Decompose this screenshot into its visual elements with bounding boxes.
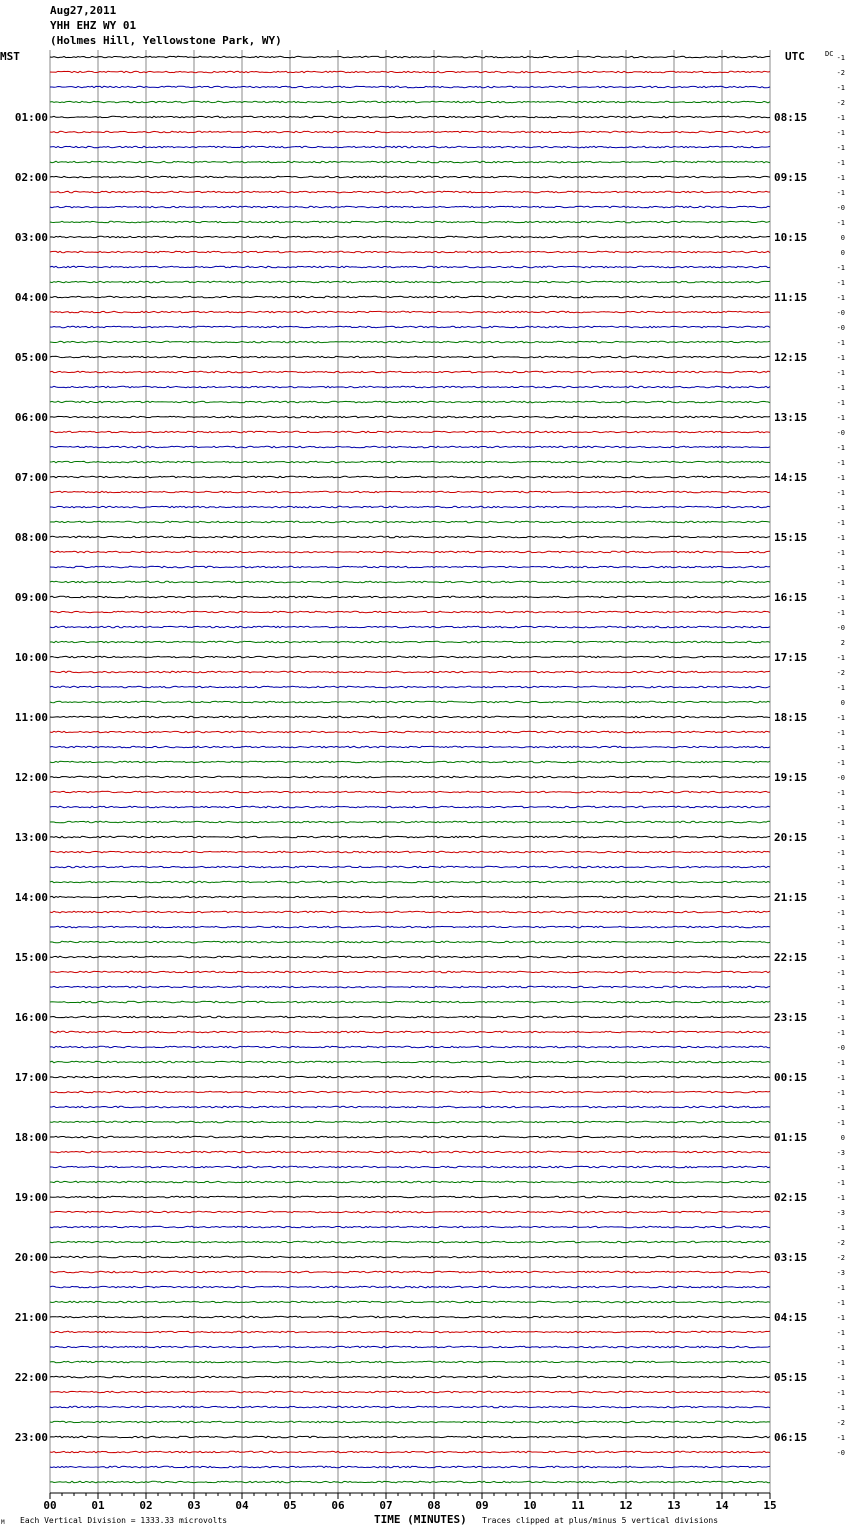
time-tick-label: 04 [235,1499,249,1512]
dc-offset-label: -0 [836,1449,845,1457]
seismic-trace [50,341,770,343]
time-tick-label: 15 [763,1499,777,1512]
dc-offset-label: -1 [836,1224,845,1232]
dc-offset-label: -1 [836,1089,845,1097]
seismic-trace [50,1391,770,1393]
dc-offset-label: -1 [836,894,845,902]
dc-offset-label: -1 [836,744,845,752]
dc-offset-label: -1 [836,1404,845,1412]
utc-hour-label: 18:15 [774,711,808,724]
utc-hour-label: 02:15 [774,1191,808,1204]
dc-offset-label: -2 [836,669,845,677]
seismic-trace [50,296,770,298]
seismic-trace [50,311,770,313]
seismic-trace [50,896,770,898]
utc-hour-label: 11:15 [774,291,808,304]
seismic-trace [50,326,770,328]
seismic-trace [50,236,770,238]
dc-offset-label: -1 [836,114,845,122]
dc-offset-label: -1 [836,1434,845,1442]
seismic-trace [50,1226,770,1228]
dc-offset-label: -1 [836,399,845,407]
dc-offset-label: -1 [836,384,845,392]
dc-offset-label: -2 [836,99,845,107]
seismic-trace [50,1331,770,1333]
dc-offset-label: -1 [836,339,845,347]
mst-hour-label: 17:00 [14,1071,48,1084]
seismic-trace [50,1421,770,1423]
dc-offset-label: -3 [836,1209,845,1217]
dc-offset-label: -0 [836,624,845,632]
dc-offset-label: -1 [836,714,845,722]
seismic-trace [50,866,770,868]
seismic-trace [50,56,770,58]
seismic-trace [50,1136,770,1138]
seismic-trace [50,1406,770,1408]
seismic-trace [50,911,770,913]
seismic-trace [50,251,770,253]
seismic-trace [50,566,770,568]
seismic-trace [50,1121,770,1123]
seismic-trace [50,881,770,883]
seismic-trace [50,746,770,748]
seismic-trace [50,206,770,208]
dc-offset-label: -1 [836,1389,845,1397]
seismic-trace [50,416,770,418]
seismic-trace [50,506,770,508]
dc-offset-label: -1 [836,879,845,887]
dc-offset-label: -1 [836,984,845,992]
time-tick-label: 10 [523,1499,537,1512]
dc-offset-label: -1 [836,279,845,287]
dc-offset-label: -2 [836,1254,845,1262]
mst-hour-label: 23:00 [14,1431,48,1444]
seismic-trace [50,1436,770,1438]
dc-offset-label: -1 [836,849,845,857]
mst-hour-label: 20:00 [14,1251,48,1264]
mst-hour-label: 11:00 [14,711,48,724]
seismic-trace [50,1256,770,1258]
seismic-trace [50,1316,770,1318]
dc-offset-label: -1 [836,444,845,452]
dc-offset-label: -1 [836,759,845,767]
trace-lines [50,56,770,1483]
seismic-trace [50,1046,770,1048]
utc-hour-label: 17:15 [774,651,808,664]
time-tick-label: 01 [91,1499,105,1512]
mst-hour-label: 09:00 [14,591,48,604]
dc-offset-label: 0 [840,249,845,257]
utc-hour-label: 08:15 [774,111,808,124]
time-tick-label: 05 [283,1499,297,1512]
dc-offset-labels [837,54,845,1457]
seismic-trace [50,1211,770,1213]
dc-offset-label: -1 [836,174,845,182]
dc-offset-label: -1 [836,1164,845,1172]
dc-offset-label: -0 [836,774,845,782]
mst-hour-label: 13:00 [14,831,48,844]
dc-offset-label: -1 [836,1059,845,1067]
time-tick-label: 07 [379,1499,393,1512]
time-tick-label: 13 [667,1499,681,1512]
seismic-trace [50,1031,770,1033]
seismic-trace [50,1106,770,1108]
mst-hour-label: 03:00 [14,231,48,244]
seismic-trace [50,146,770,148]
mst-hour-label: 15:00 [14,951,48,964]
dc-offset-label: -3 [836,1269,845,1277]
dc-offset-label: -1 [836,819,845,827]
seismic-trace [50,1091,770,1093]
mst-hour-label: 07:00 [14,471,48,484]
seismic-trace [50,1016,770,1018]
utc-hour-label: 01:15 [774,1131,808,1144]
mst-hour-label: 01:00 [14,111,48,124]
seismic-trace [50,941,770,943]
left-timezone-label: MST [0,50,20,63]
mst-hour-labels [15,111,48,1444]
plot-date: Aug27,2011 [50,4,117,17]
utc-hour-label: 14:15 [774,471,808,484]
seismic-trace [50,1346,770,1348]
utc-hour-label: 22:15 [774,951,808,964]
dc-offset-label: -1 [836,264,845,272]
seismic-trace [50,1196,770,1198]
dc-label: DC [825,50,834,58]
dc-offset-label: -1 [836,159,845,167]
seismic-trace [50,116,770,118]
dc-offset-label: -1 [836,609,845,617]
seismic-trace [50,731,770,733]
utc-hour-label: 06:15 [774,1431,808,1444]
seismic-trace [50,101,770,103]
dc-offset-label: -1 [836,549,845,557]
dc-offset-label: -1 [836,1329,845,1337]
seismic-trace [50,176,770,178]
seismic-trace [50,221,770,223]
seismic-trace [50,851,770,853]
dc-offset-label: -1 [836,1014,845,1022]
seismic-trace [50,446,770,448]
mst-hour-label: 04:00 [14,291,48,304]
seismic-trace [50,551,770,553]
dc-offset-label: -1 [836,84,845,92]
dc-offset-label: -2 [836,1419,845,1427]
seismic-trace [50,641,770,643]
dc-offset-label: -0 [836,309,845,317]
utc-hour-label: 05:15 [774,1371,808,1384]
seismic-trace [50,521,770,523]
seismic-trace [50,581,770,583]
dc-offset-label: 0 [840,1134,845,1142]
dc-offset-label: -1 [836,1104,845,1112]
mst-hour-label: 14:00 [14,891,48,904]
mst-hour-label: 02:00 [14,171,48,184]
dc-offset-label: -1 [836,144,845,152]
dc-offset-label: -1 [836,519,845,527]
utc-hour-label: 15:15 [774,531,808,544]
clip-note: Traces clipped at plus/minus 5 vertical divisions [482,1516,719,1525]
seismic-trace [50,626,770,628]
utc-hour-label: 12:15 [774,351,808,364]
utc-hour-label: 19:15 [774,771,808,784]
dc-offset-label: -1 [836,789,845,797]
seismic-trace [50,761,770,763]
dc-offset-label: -1 [836,189,845,197]
right-timezone-label: UTC [785,50,805,63]
seismic-trace [50,1451,770,1453]
seismic-trace [50,491,770,493]
dc-offset-label: -1 [836,219,845,227]
seismic-trace [50,401,770,403]
dc-offset-label: -1 [836,954,845,962]
time-tick-label: 00 [43,1499,57,1512]
seismic-trace [50,1361,770,1363]
seismic-trace [50,806,770,808]
dc-offset-label: -1 [836,459,845,467]
utc-hour-label: 13:15 [774,411,808,424]
seismic-trace [50,191,770,193]
seismic-trace [50,821,770,823]
seismic-trace [50,1151,770,1153]
seismic-trace [50,461,770,463]
dc-offset-label: -1 [836,1179,845,1187]
seismic-trace [50,1466,770,1468]
seismic-trace [50,1481,770,1483]
time-tick-label: 12 [619,1499,633,1512]
utc-hour-label: 20:15 [774,831,808,844]
seismic-trace [50,986,770,988]
time-tick-label: 06 [331,1499,345,1512]
dc-offset-label: -1 [836,504,845,512]
seismic-trace [50,701,770,703]
dc-offset-label: -1 [836,834,845,842]
dc-offset-label: -1 [836,924,845,932]
dc-offset-label: -1 [836,1374,845,1382]
seismic-trace [50,926,770,928]
dc-offset-label: -1 [836,999,845,1007]
seismic-trace [50,1241,770,1243]
seismic-trace [50,1061,770,1063]
dc-offset-label: -1 [836,129,845,137]
seismic-trace [50,356,770,358]
mst-hour-label: 05:00 [14,351,48,364]
utc-hour-label: 00:15 [774,1071,808,1084]
time-tick-label: 08 [427,1499,441,1512]
mst-hour-label: 18:00 [14,1131,48,1144]
seismic-trace [50,131,770,133]
seismic-trace [50,656,770,658]
seismic-trace [50,686,770,688]
utc-hour-label: 21:15 [774,891,808,904]
seismic-trace [50,791,770,793]
dc-offset-label: -1 [836,354,845,362]
dc-offset-label: -2 [836,69,845,77]
dc-offset-label: -1 [836,579,845,587]
mst-hour-label: 10:00 [14,651,48,664]
seismic-trace [50,266,770,268]
seismic-trace [50,86,770,88]
dc-offset-label: 0 [840,699,845,707]
seismic-trace [50,716,770,718]
seismic-trace [50,71,770,73]
time-tick-label: 11 [571,1499,585,1512]
dc-offset-label: -1 [836,939,845,947]
dc-offset-label: -1 [836,654,845,662]
dc-offset-label: -1 [836,1074,845,1082]
dc-offset-label: -1 [836,1359,845,1367]
station-location: (Holmes Hill, Yellowstone Park, WY) [50,34,282,47]
seismic-trace [50,611,770,613]
dc-offset-label: -1 [836,1029,845,1037]
seismic-trace [50,1001,770,1003]
seismic-trace [50,431,770,433]
seismic-trace [50,1271,770,1273]
dc-offset-label: -1 [836,489,845,497]
seismic-trace [50,281,770,283]
dc-offset-label: -1 [836,1194,845,1202]
mst-hour-label: 08:00 [14,531,48,544]
dc-offset-label: -0 [836,429,845,437]
time-axis [43,1493,776,1512]
seismic-trace [50,1166,770,1168]
time-tick-label: 02 [139,1499,153,1512]
dc-offset-label: -1 [836,864,845,872]
dc-offset-label: -1 [836,969,845,977]
utc-hour-label: 03:15 [774,1251,808,1264]
dc-offset-label: -0 [836,204,845,212]
dc-offset-label: -1 [836,729,845,737]
utc-hour-label: 09:15 [774,171,808,184]
dc-offset-label: -0 [836,1044,845,1052]
dc-offset-label: -1 [836,804,845,812]
dc-offset-label: -1 [836,294,845,302]
seismic-trace [50,1301,770,1303]
dc-offset-label: 0 [840,234,845,242]
dc-offset-label: -1 [836,1344,845,1352]
seismic-trace [50,371,770,373]
seismic-trace [50,386,770,388]
seismic-trace [50,836,770,838]
scale-note: Each Vertical Division = 1333.33 microvolts [20,1516,228,1525]
seismic-trace [50,1181,770,1183]
dc-offset-label: -3 [836,1149,845,1157]
utc-hour-labels [774,111,807,1444]
mst-hour-label: 16:00 [14,1011,48,1024]
dc-offset-label: -1 [836,1119,845,1127]
dc-offset-label: -1 [836,1284,845,1292]
seismic-trace [50,671,770,673]
utc-hour-label: 10:15 [774,231,808,244]
dc-offset-label: 2 [840,639,845,647]
seismic-trace [50,1376,770,1378]
dc-offset-label: -1 [836,1314,845,1322]
utc-hour-label: 23:15 [774,1011,808,1024]
dc-offset-label: -1 [836,414,845,422]
dc-offset-label: -1 [836,909,845,917]
dc-offset-label: -1 [836,684,845,692]
dc-offset-label: -2 [836,1239,845,1247]
seismic-trace [50,956,770,958]
dc-offset-label: -1 [836,564,845,572]
x-axis-label: TIME (MINUTES) [374,1513,467,1526]
seismic-trace [50,161,770,163]
seismic-trace [50,1286,770,1288]
utc-hour-label: 16:15 [774,591,808,604]
corner-mark: M [1,1519,5,1526]
time-tick-label: 09 [475,1499,489,1512]
mst-hour-label: 19:00 [14,1191,48,1204]
dc-offset-label: -1 [836,534,845,542]
mst-hour-label: 12:00 [14,771,48,784]
dc-offset-label: -1 [836,1299,845,1307]
seismic-trace [50,536,770,538]
seismic-trace [50,776,770,778]
utc-hour-label: 04:15 [774,1311,808,1324]
seismic-trace [50,476,770,478]
mst-hour-label: 21:00 [14,1311,48,1324]
time-tick-label: 14 [715,1499,729,1512]
seismic-trace [50,1076,770,1078]
seismic-trace [50,971,770,973]
time-tick-label: 03 [187,1499,201,1512]
seismic-trace [50,596,770,598]
mst-hour-label: 22:00 [14,1371,48,1384]
station-code: YHH EHZ WY 01 [50,19,137,32]
dc-offset-label: -1 [836,369,845,377]
dc-offset-label: -1 [836,594,845,602]
dc-offset-label: -0 [836,324,845,332]
mst-hour-label: 06:00 [14,411,48,424]
dc-offset-label: -1 [836,474,845,482]
dc-offset-label: -1 [836,54,845,62]
